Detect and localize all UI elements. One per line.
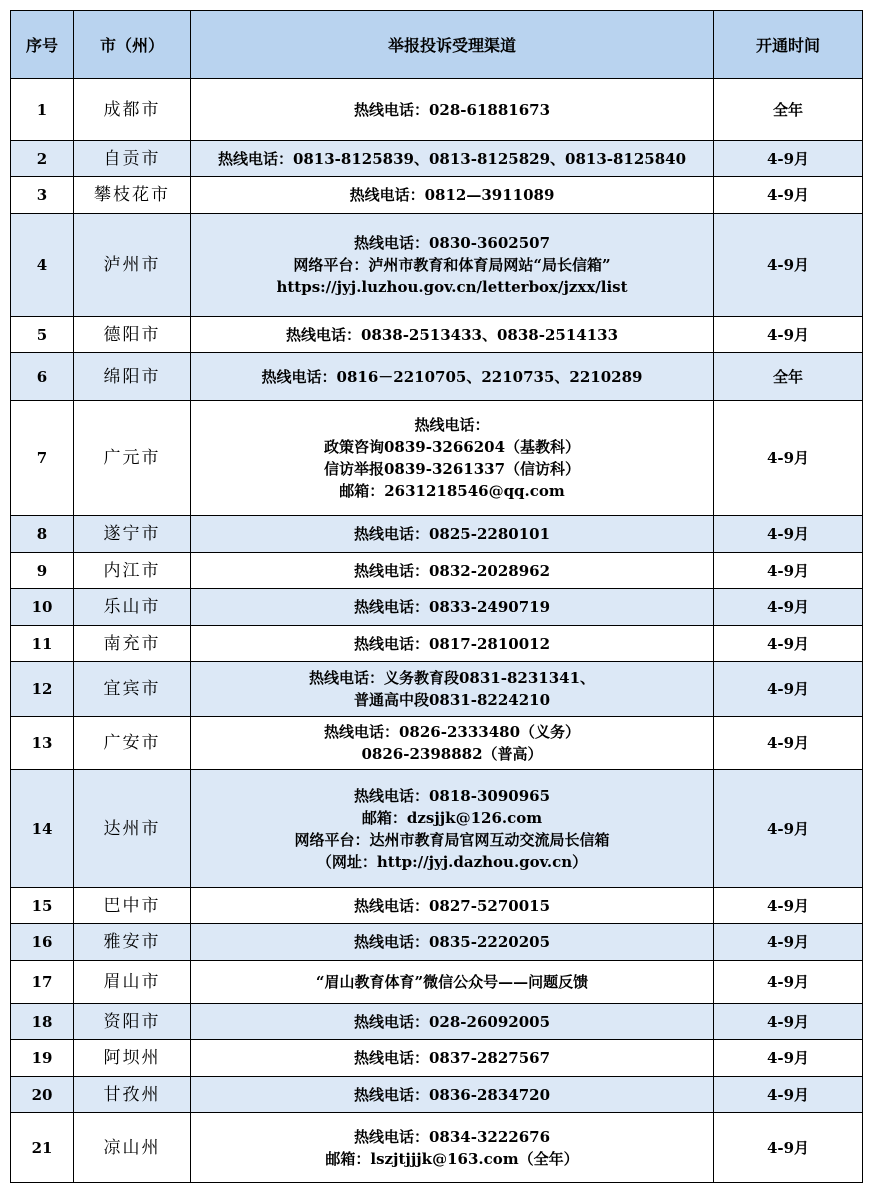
channel-line: 热线电话：0835-2220205 [353,933,551,951]
channel-line: 热线电话：0832-2028962 [353,561,551,580]
channel-cell [191,626,714,662]
channel-cell [191,1077,714,1113]
channel-cell [191,888,714,924]
city-name: 凉山州 [74,1113,191,1183]
channel-line: 邮箱：2631218546@qq.com [339,482,565,500]
open-time: 4-9月 [714,770,863,888]
open-time: 4-9月 [714,1004,863,1040]
channel-line: https://jyj.luzhou.gov.cn/letterbox/jzxx/list [276,278,628,296]
row-number: 2 [11,141,74,177]
channel-line: 热线电话：0838-2513433、0838-2514133 [285,325,619,344]
open-time: 全年 [714,79,863,141]
row-number: 5 [11,317,74,353]
channel-cell [191,177,714,214]
open-time: 4-9月 [714,626,863,662]
row-number: 9 [11,553,74,589]
row-number: 8 [11,516,74,553]
channel-line: 热线电话：0816－2210705、2210735、2210289 [261,367,643,386]
channel-line: 热线电话：028-61881673 [353,100,551,119]
channel-line: 热线电话：义务教育段0831-8231341、 [308,669,596,687]
table-row [11,924,863,961]
channel-line: 普通高中段0831-8224210 [353,691,551,709]
table-row [11,553,863,589]
row-number: 6 [11,353,74,401]
channel-line: 热线电话：028-26092005 [353,1012,551,1031]
city-name: 雅安市 [74,924,191,961]
city-name: 遂宁市 [74,516,191,553]
city-name: 达州市 [74,770,191,888]
open-time: 4-9月 [714,177,863,214]
open-time: 4-9月 [714,589,863,626]
channel-line: 热线电话：0837-2827567 [353,1049,551,1067]
complaint-channels-table [10,10,863,1183]
city-name: 乐山市 [74,589,191,626]
channel-cell [191,770,714,888]
channel-cell [191,401,714,516]
channel-cell [191,1040,714,1077]
header-open-time: 开通时间 [714,11,863,79]
open-time: 4-9月 [714,214,863,317]
channel-line: 网络平台：达州市教育局官网互动交流局长信箱 [294,830,610,849]
channel-line: 邮箱：lszjtjjjk@163.com（全年） [325,1149,579,1168]
table-row [11,1077,863,1113]
city-name: 眉山市 [74,961,191,1004]
table-row [11,1040,863,1077]
table-row [11,717,863,770]
channel-line: 热线电话：0825-2280101 [353,525,551,543]
open-time: 4-9月 [714,1077,863,1113]
channel-line: （网址：http://jyj.dazhou.gov.cn） [316,852,588,871]
table-row [11,662,863,717]
channel-cell [191,553,714,589]
city-name: 攀枝花市 [74,177,191,214]
channel-line: 热线电话：0813-8125839、0813-8125829、0813-8125840 [217,149,687,168]
table-row [11,1113,863,1183]
channel-line: 热线电话：0818-3090965 [353,786,551,805]
table-row [11,214,863,317]
channel-line: 热线电话：0826-2333480（义务） [323,723,581,741]
open-time: 4-9月 [714,141,863,177]
row-number: 15 [11,888,74,924]
channel-line: “眉山教育体育”微信公众号——问题反馈 [315,973,589,991]
table-row [11,317,863,353]
channel-cell [191,1113,714,1183]
city-name: 德阳市 [74,317,191,353]
channel-cell [191,924,714,961]
row-number: 12 [11,662,74,717]
city-name: 甘孜州 [74,1077,191,1113]
table-row [11,1004,863,1040]
row-number: 1 [11,79,74,141]
channel-cell [191,79,714,141]
header-no: 序号 [11,11,74,79]
channel-line: 0826-2398882（普高） [361,745,543,763]
header-city: 市（州） [74,11,191,79]
open-time: 全年 [714,353,863,401]
row-number: 4 [11,214,74,317]
row-number: 11 [11,626,74,662]
table-row [11,401,863,516]
open-time: 4-9月 [714,553,863,589]
table-row [11,626,863,662]
row-number: 10 [11,589,74,626]
channel-cell [191,717,714,770]
channel-line: 热线电话： [414,416,490,434]
channel-line: 热线电话：0836-2834720 [353,1085,551,1104]
table-row [11,79,863,141]
channel-cell [191,317,714,353]
channel-line: 政策咨询0839-3266204（基教科） [323,438,581,456]
channel-cell [191,353,714,401]
open-time: 4-9月 [714,401,863,516]
channel-line: 热线电话：0830-3602507 [353,234,551,252]
table-row [11,141,863,177]
channel-cell [191,589,714,626]
city-name: 南充市 [74,626,191,662]
table-header-row [11,11,863,79]
city-name: 广安市 [74,717,191,770]
channel-cell [191,961,714,1004]
table-body [11,79,863,1183]
table-row [11,961,863,1004]
city-name: 资阳市 [74,1004,191,1040]
row-number: 16 [11,924,74,961]
open-time: 4-9月 [714,924,863,961]
city-name: 成都市 [74,79,191,141]
row-number: 13 [11,717,74,770]
row-number: 19 [11,1040,74,1077]
open-time: 4-9月 [714,888,863,924]
open-time: 4-9月 [714,1040,863,1077]
city-name: 绵阳市 [74,353,191,401]
table-row [11,770,863,888]
channel-cell [191,214,714,317]
channel-line: 热线电话：0812—3911089 [349,186,555,204]
open-time: 4-9月 [714,317,863,353]
row-number: 14 [11,770,74,888]
channel-line: 热线电话：0833-2490719 [353,598,551,616]
table-row [11,516,863,553]
city-name: 自贡市 [74,141,191,177]
table-row [11,177,863,214]
channel-line: 信访举报0839-3261337（信访科） [323,460,581,478]
row-number: 20 [11,1077,74,1113]
row-number: 3 [11,177,74,214]
table-row [11,589,863,626]
city-name: 广元市 [74,401,191,516]
header-channel: 举报投诉受理渠道 [191,11,714,79]
city-name: 宜宾市 [74,662,191,717]
row-number: 7 [11,401,74,516]
channel-line: 邮箱：dzsjjk@126.com [361,808,543,827]
city-name: 内江市 [74,553,191,589]
channel-cell [191,141,714,177]
table-row [11,353,863,401]
open-time: 4-9月 [714,662,863,717]
channel-cell [191,1004,714,1040]
open-time: 4-9月 [714,961,863,1004]
channel-line: 热线电话：0827-5270015 [353,896,551,915]
channel-cell [191,662,714,717]
channel-line: 热线电话：0817-2810012 [353,634,551,653]
row-number: 18 [11,1004,74,1040]
channel-line: 网络平台：泸州市教育和体育局网站“局长信箱” [293,256,611,274]
row-number: 21 [11,1113,74,1183]
row-number: 17 [11,961,74,1004]
channel-line: 热线电话：0834-3222676 [353,1127,551,1146]
city-name: 巴中市 [74,888,191,924]
city-name: 阿坝州 [74,1040,191,1077]
channel-cell [191,516,714,553]
open-time: 4-9月 [714,1113,863,1183]
open-time: 4-9月 [714,516,863,553]
table-row [11,888,863,924]
city-name: 泸州市 [74,214,191,317]
open-time: 4-9月 [714,717,863,770]
